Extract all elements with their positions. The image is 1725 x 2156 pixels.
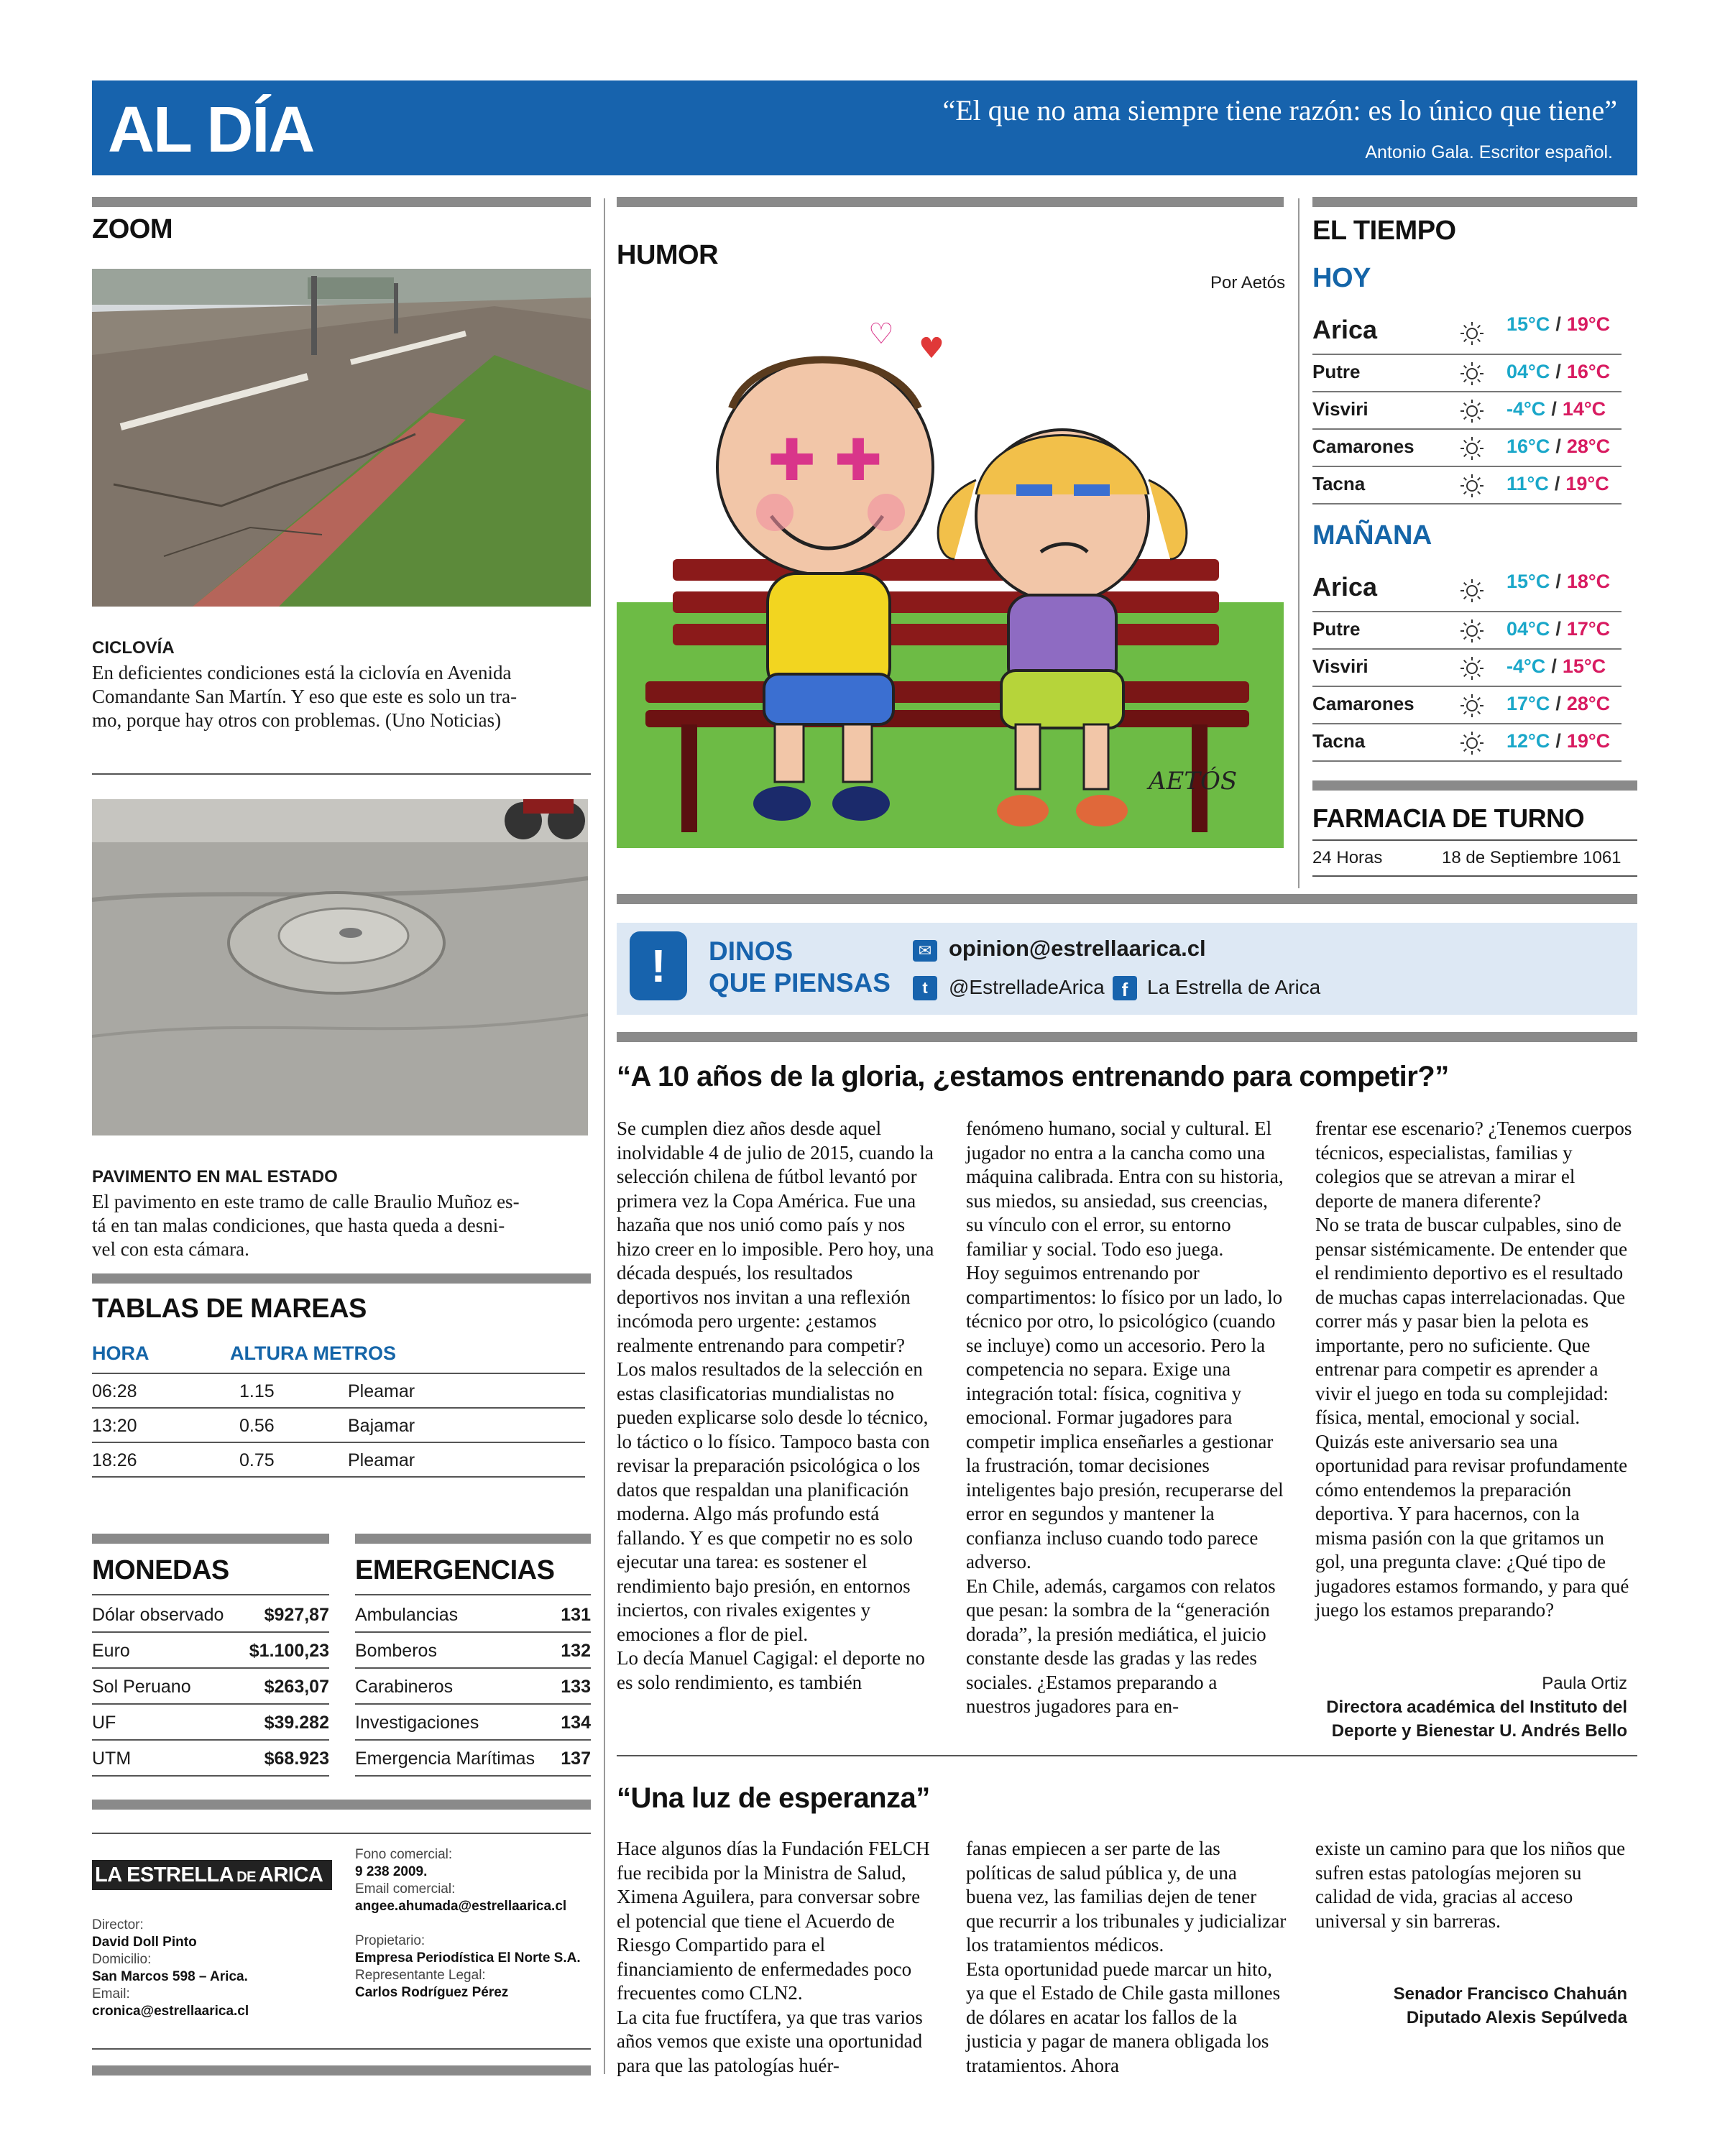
weather-city: Arica: [1312, 315, 1378, 344]
divider-bar: [617, 1032, 1637, 1042]
caption-title-2: PAVIMENTO EN MAL ESTADO: [92, 1167, 338, 1187]
weather-city: Arica: [1312, 572, 1378, 602]
weather-row: [1312, 686, 1622, 724]
currency-name: UTM: [92, 1749, 132, 1769]
currency-title: MONEDAS: [92, 1555, 229, 1585]
mail-icon: ✉: [913, 940, 937, 962]
weather-row: [1312, 306, 1622, 355]
currency-name: Dólar observado: [92, 1605, 224, 1625]
weather-temps: 16°C / 28°C: [1506, 436, 1611, 457]
tides-hour-header: HORA: [92, 1342, 150, 1364]
svg-text:♥: ♥: [919, 332, 944, 365]
emergency-name: Bomberos: [355, 1641, 437, 1661]
tides-title: TABLAS DE MAREAS: [92, 1294, 367, 1324]
currency-row: [92, 1633, 329, 1669]
address-label: Domicilio:: [92, 1952, 152, 1967]
sun-icon: [1459, 436, 1485, 461]
currency-name: Euro: [92, 1641, 130, 1661]
sun-icon: [1459, 321, 1485, 346]
emergency-name: Emergencia Marítimas: [355, 1749, 535, 1769]
currency-value: $263,07: [264, 1677, 329, 1697]
caption-title-1: CICLOVÍA: [92, 638, 175, 658]
divider: [92, 2048, 591, 2050]
divider-bar: [355, 1534, 591, 1544]
divider-bar: [1312, 197, 1637, 207]
weather-temps: 12°C / 19°C: [1506, 730, 1611, 752]
owner-label: Propietario:: [355, 1933, 426, 1948]
divider-bar: [92, 197, 591, 207]
exclamation-icon: !: [630, 931, 687, 1000]
divider: [92, 1833, 591, 1834]
article-2-column-3: existe un camino para que los niños que sufren estas patologías mejoren su calidad de vida, gracias al acceso universal y sin barreras.: [1315, 1838, 1626, 1932]
article-2-headline: “Una luz de esperanza”: [617, 1782, 930, 1814]
legal-rep-value: Carlos Rodríguez Pérez: [355, 1985, 509, 2000]
director-value: David Doll Pinto: [92, 1935, 197, 1950]
divider-bar: [92, 2065, 591, 2076]
opinion-twitter[interactable]: @EstrelladeArica: [949, 976, 1105, 998]
sun-icon: [1459, 693, 1485, 719]
tide-row: 06:28 1.15 Pleamar: [92, 1374, 585, 1409]
pharmacy-title: FARMACIA DE TURNO: [1312, 803, 1585, 833]
emergency-row: [355, 1597, 591, 1633]
article-1-column-3: frentar ese escenario? ¿Tenemos cuerpos técnicos, especialistas, familias y colegios que se atrevan a mirar el deporte de manera diferente? No se trata de buscar culpables, sino de pensar sistémicamente. De entender que el rendimiento deportivo es el resultado de muchas capas interrelacionadas. Que correr más y pasar bien la pelota es importante, pero no suficiente. Que entrenar para competir es aprender a vivir el juego en toda su complejidad: física, mental, emocional y social. Quizás este aniversario sea una oportunidad para revisar profundamente cómo entendemos la preparación deportiva. Y para hacernos, con la misma pasión con la que gritamos un gol, una pregunta clave: ¿Qué tipo de jugadores estamos formando, y para qué juego los estamos preparando?: [1315, 1118, 1632, 1621]
article-2-signature: Senador Francisco Chahuán Diputado Alexis Sepúlveda: [1393, 1984, 1627, 2027]
weather-city: Visviri: [1312, 655, 1368, 677]
weather-city: Camarones: [1312, 693, 1414, 714]
svg-text:♡: ♡: [868, 318, 894, 351]
emergency-value: 131: [561, 1605, 591, 1625]
currency-row: [92, 1705, 329, 1741]
divider-bar: [92, 1273, 591, 1284]
emergency-name: Ambulancias: [355, 1605, 459, 1625]
opinion-facebook[interactable]: La Estrella de Arica: [1147, 976, 1321, 998]
divider: [92, 1594, 329, 1595]
currency-name: Sol Peruano: [92, 1677, 191, 1697]
caption-text-1: En deficientes condiciones está la ciclovía en Avenida Comandante San Martín. Y eso que este es solo un tra- mo, porque hay otros con problemas. (Uno Noticias): [92, 662, 518, 731]
emergency-value: 137: [561, 1749, 591, 1769]
divider: [1312, 875, 1637, 877]
newspaper-logo: LA ESTRELLA DE ARICA: [92, 1860, 332, 1890]
weather-city: Tacna: [1312, 730, 1366, 752]
article-1-signature: Paula Ortiz Directora académica del Instituto del Deporte y Bienestar U. Andrés Bello: [1326, 1674, 1627, 1741]
weather-row: [1312, 611, 1622, 650]
weather-city: Putre: [1312, 618, 1361, 640]
email-value[interactable]: cronica@estrellaarica.cl: [92, 2004, 249, 2019]
weather-row: [1312, 466, 1622, 505]
article-1-headline: “A 10 años de la gloria, ¿estamos entrenando para competir?”: [617, 1061, 1449, 1092]
weather-city: Putre: [1312, 361, 1361, 382]
currency-value: $39.282: [264, 1713, 329, 1733]
weather-today-label: HOY: [1312, 263, 1371, 293]
sun-icon: [1459, 655, 1485, 681]
sun-icon: [1459, 473, 1485, 499]
divider-bar: [92, 1800, 591, 1810]
weather-row: [1312, 723, 1622, 762]
weather-row: [1312, 428, 1622, 467]
svg-text:✚ ✚: ✚ ✚: [768, 427, 883, 494]
divider: [92, 773, 591, 775]
weather-city: Camarones: [1312, 436, 1414, 457]
weather-temps: 11°C / 19°C: [1506, 473, 1609, 494]
currency-value: $1.100,23: [249, 1641, 329, 1661]
opinion-box: [617, 923, 1637, 1015]
phone-value: 9 238 2009.: [355, 1864, 428, 1879]
emergency-value: 134: [561, 1713, 591, 1733]
divider-bar: [92, 1534, 329, 1544]
section-title: AL DÍA: [108, 94, 314, 166]
emergency-name: Carabineros: [355, 1677, 454, 1697]
divider-bar: [1312, 780, 1637, 791]
cartoon-image: [617, 300, 1284, 848]
caption-text-2: El pavimento en este tramo de calle Braulio Muñoz es- tá en tan malas condiciones, que hasta queda a desni- vel con esta cámara.: [92, 1191, 520, 1260]
column-divider: [1298, 198, 1300, 888]
article-2-column-2: fanas empiecen a ser parte de las políticas de salud pública y, de una buena vez, las familias dejen de tener que recurrir a los tribunales y judicializar los tratamientos médicos. Esta oportunidad puede marcar un hito, ya que el Estado de Chile gasta millones de dólares en acatar los fallos de la justicia y pagar de manera obligada los tratamientos. Ahora: [966, 1838, 1287, 2076]
weather-temps: 17°C / 28°C: [1506, 693, 1611, 714]
commercial-email-value[interactable]: angee.ahumada@estrellaarica.cl: [355, 1899, 567, 1914]
zoom-title: ZOOM: [92, 214, 172, 244]
emergency-value: 133: [561, 1677, 591, 1697]
pharmacy-hours: 24 Horas: [1312, 848, 1383, 867]
emergency-row: [355, 1741, 591, 1777]
commercial-email-label: Email comercial:: [355, 1881, 456, 1897]
sun-icon: [1459, 618, 1485, 644]
divider: [1312, 839, 1637, 841]
article-1-column-2: fenómeno humano, social y cultural. El jugador no entra a la cancha como una máquina calibrada. Entra con su historia, sus miedos, su ansiedad, sus creencias, su vínculo con el error, su entorno familiar y social. Todo eso juega. Hoy seguimos entrenando por compartimentos: lo físico por un lado, lo técnico por otro, lo psicológico (cuando se incluye) como un accesorio. Pero la competencia no separa. Exige una integración total: física, cognitiva y emocional. Formar jugadores para competir implica enseñarles a gestionar la frustración, tomar decisiones inteligentes bajo presión, recuperarse del error en segundos y mantener la confianza incluso cuando todo parece adverso. En Chile, además, cargamos con relatos que pesan: la sombra de la “generación dorada”, la presión mediática, el juicio constante desde las gradas y las redes sociales. ¿Estamos preparando a nuestros jugadores para en-: [966, 1118, 1284, 1717]
twitter-icon: t: [913, 976, 937, 1000]
currency-value: $68.923: [264, 1749, 329, 1769]
currency-row: [92, 1741, 329, 1777]
emergency-title: EMERGENCIAS: [355, 1555, 555, 1585]
article-2-column-1: Hace algunos días la Fundación FELCH fue recibida por la Ministra de Salud, Ximena Aguilera, para conversar sobre el potencial que tiene el Acuerdo de Riesgo Compartido para el financiamiento de enfermedades poco frecuentes como CLN2. La cita fue fructífera, ya que tras varios años vemos que existe una oportunidad para que las patologías huér-: [617, 1838, 930, 2076]
email-label: Email:: [92, 1986, 130, 2001]
weather-row: [1312, 648, 1622, 687]
currency-row: [92, 1669, 329, 1705]
tide-row: 18:26 0.75 Pleamar: [92, 1443, 585, 1478]
emergency-row: [355, 1669, 591, 1705]
sun-icon: [1459, 398, 1485, 424]
emergency-name: Investigaciones: [355, 1713, 479, 1733]
cartoon-signature: AETÓS: [1149, 767, 1238, 796]
weather-temps: 04°C / 17°C: [1506, 618, 1611, 640]
weather-tomorrow-label: MAÑANA: [1312, 520, 1432, 550]
column-divider: [604, 198, 605, 2074]
weather-temps: 15°C / 18°C: [1506, 571, 1611, 592]
divider: [617, 1755, 1637, 1756]
weather-temps: 15°C / 19°C: [1506, 313, 1611, 335]
currency-row: [92, 1597, 329, 1633]
humor-title: HUMOR: [617, 240, 719, 270]
weather-temps: 04°C / 16°C: [1506, 361, 1611, 382]
divider-bar: [617, 197, 1284, 207]
section-header: [92, 80, 1637, 175]
bike-lane-photo: [92, 269, 591, 607]
weather-city: Tacna: [1312, 473, 1366, 494]
director-label: Director:: [92, 1917, 144, 1932]
facebook-icon: f: [1113, 976, 1137, 1000]
legal-rep-label: Representante Legal:: [355, 1968, 486, 1983]
tide-row: 13:20 0.56 Bajamar: [92, 1409, 585, 1443]
weather-temps: -4°C / 14°C: [1506, 398, 1606, 420]
emergency-row: [355, 1633, 591, 1669]
currency-name: UF: [92, 1713, 116, 1733]
phone-label: Fono comercial:: [355, 1847, 453, 1862]
currency-value: $927,87: [264, 1605, 329, 1625]
weather-row: [1312, 354, 1622, 392]
opinion-box-title: DINOS QUE PIENSAS: [709, 936, 891, 998]
humor-credit: Por Aetós: [1210, 273, 1286, 292]
header-quote-author: Antonio Gala. Escritor español.: [1365, 142, 1613, 162]
emergency-row: [355, 1705, 591, 1741]
header-quote: “El que no ama siempre tiene razón: es lo único que tiene”: [942, 94, 1617, 126]
sun-icon: [1459, 578, 1485, 604]
weather-temps: -4°C / 15°C: [1506, 655, 1606, 677]
emergency-value: 132: [561, 1641, 591, 1661]
weather-row: [1312, 563, 1622, 612]
divider: [355, 1594, 591, 1595]
article-1-column-1: Se cumplen diez años desde aquel inolvidable 4 de julio de 2015, cuando la selección chilena de fútbol levantó por primera vez la Copa América. Fue una hazaña que nos unió como país y nos hizo creer en lo imposible. Pero hoy, una década después, los resultados deportivos nos invitan a una reflexión incómoda pero urgente: ¿estamos realmente entrenando para competir? Los malos resultados de la selección en estas clasificatorias mundialistas no pueden explicarse solo desde lo técnico, lo táctico o lo físico. Tampoco basta con revisar la preparación psicológica o los datos que respaldan una planificación moderna. Algo más profundo está fallando. Y es que competir no es solo ejecutar una tarea: es sostener el rendimiento bajo presión, en entornos inciertos, con rivales exigentes y emociones a flor de piel. Lo decía Manuel Cagigal: el deporte no es solo rendimiento, es también: [617, 1118, 934, 1693]
weather-title: EL TIEMPO: [1312, 216, 1456, 246]
address-value: San Marcos 598 – Arica.: [92, 1969, 248, 1984]
sun-icon: [1459, 730, 1485, 756]
pavement-photo: [92, 799, 588, 1135]
owner-value: Empresa Periodística El Norte S.A.: [355, 1950, 581, 1966]
opinion-email[interactable]: opinion@estrellaarica.cl: [949, 936, 1206, 961]
divider-bar: [617, 894, 1637, 904]
weather-city: Visviri: [1312, 398, 1368, 420]
weather-row: [1312, 391, 1622, 430]
pharmacy-address: 18 de Septiembre 1061: [1442, 848, 1622, 867]
tides-height-header: ALTURA METROS: [230, 1342, 396, 1364]
sun-icon: [1459, 361, 1485, 387]
